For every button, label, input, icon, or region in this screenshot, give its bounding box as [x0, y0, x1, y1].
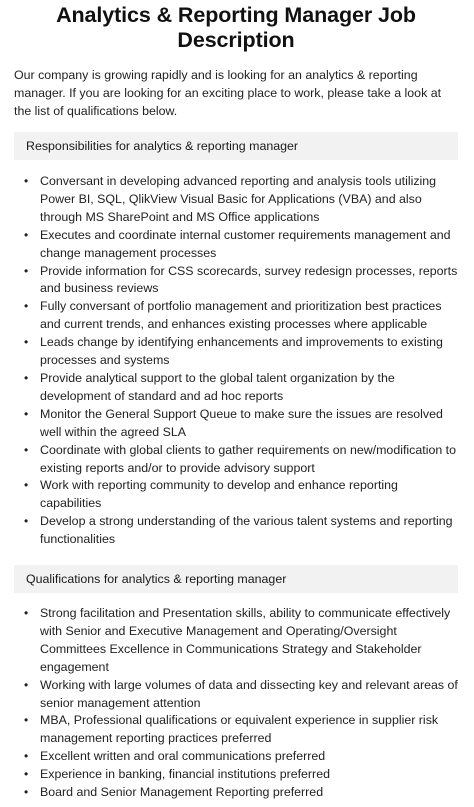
bullet-icon: • [24, 263, 29, 278]
list-item-text: Leads change by identifying enhancements and improvements to existing processes and systems [40, 335, 443, 368]
list-item [24, 677, 458, 713]
list-item-text: MBA, Professional qualifications or equivalent experience in supplier risk management reporting practices preferred [40, 713, 439, 746]
list-item [24, 605, 458, 677]
section-spacer [14, 549, 458, 553]
list-item [24, 442, 458, 478]
bullet-icon: • [24, 749, 29, 764]
list-item-text: Provide information for CSS scorecards, survey redesign processes, reports and business reviews [40, 263, 458, 296]
list-item-text: Excellent written and oral communications preferred [40, 749, 326, 764]
bullet-icon: • [24, 442, 29, 457]
list-item-text: Board and Senior Management Reporting preferred [40, 785, 324, 800]
list-item [24, 173, 458, 227]
list-item-text: Develop a strong understanding of the various talent systems and reporting functionalities [40, 514, 453, 547]
qualifications-heading: Qualifications for analytics & reporting manager [14, 565, 458, 593]
bullet-icon: • [24, 335, 29, 350]
list-item [24, 712, 458, 748]
bullet-icon: • [24, 227, 29, 242]
responsibilities-list [14, 173, 458, 549]
bullet-icon: • [24, 174, 29, 188]
list-item [24, 370, 458, 406]
list-item [24, 748, 458, 766]
list-item-text: Coordinate with global clients to gather requirements on new/modification to existing reports and/or to provide advisory support [40, 442, 457, 475]
list-item-text: Strong facilitation and Presentation skills, ability to communicate effectively with Senior and Executive Management and Operating/Oversight Committees Excellence in Communications Strategy and Stakeholder engagement [40, 606, 451, 674]
bullet-icon: • [24, 606, 29, 621]
bullet-icon: • [24, 677, 29, 692]
list-item-text: Conversant in developing advanced reporting and analysis tools utilizing Power BI, SQL, QlikView Visual Basic for Applications (VBA) and also through MS SharePoint and MS Office applications [40, 174, 437, 224]
list-item-text: Provide analytical support to the global talent organization by the development of standard and ad hoc reports [40, 370, 395, 403]
bullet-icon: • [24, 767, 29, 782]
bullet-icon: • [24, 713, 29, 728]
list-item-text: Experience in banking, financial institutions preferred [40, 767, 330, 782]
list-item [24, 784, 458, 802]
list-item [24, 334, 458, 370]
list-item [24, 263, 458, 299]
list-item [24, 766, 458, 784]
list-item [24, 298, 458, 334]
bullet-icon: • [24, 299, 29, 314]
list-item-text: Executes and coordinate internal customer requirements management and change management processes [40, 227, 451, 260]
list-item [24, 513, 458, 549]
list-item-text: Working with large volumes of data and dissecting key and relevant areas of senior management attention [40, 677, 458, 710]
bullet-icon: • [24, 514, 29, 529]
list-item [24, 406, 458, 442]
list-item [24, 477, 458, 513]
bullet-icon: • [24, 478, 29, 493]
list-item-text: Fully conversant of portfolio management and prioritization best practices and current trends, and enhances existing processes where applicable [40, 299, 442, 332]
intro-paragraph: Our company is growing rapidly and is looking for an analytics & reporting manager. If you are looking for an exciting place to work, please take a look at the list of qualifications below. [14, 68, 442, 118]
bullet-icon: • [24, 785, 29, 800]
list-item [24, 227, 458, 263]
responsibilities-heading: Responsibilities for analytics & reporting manager [14, 132, 458, 160]
qualifications-list [14, 605, 458, 802]
bullet-icon: • [24, 370, 29, 385]
list-item-text: Work with reporting community to develop and enhance reporting capabilities [40, 478, 398, 511]
list-item-text: Monitor the General Support Queue to make sure the issues are resolved well within the agreed SLA [40, 406, 443, 439]
bullet-icon: • [24, 406, 29, 421]
page-title: Analytics & Reporting Manager Job Description [56, 3, 416, 52]
